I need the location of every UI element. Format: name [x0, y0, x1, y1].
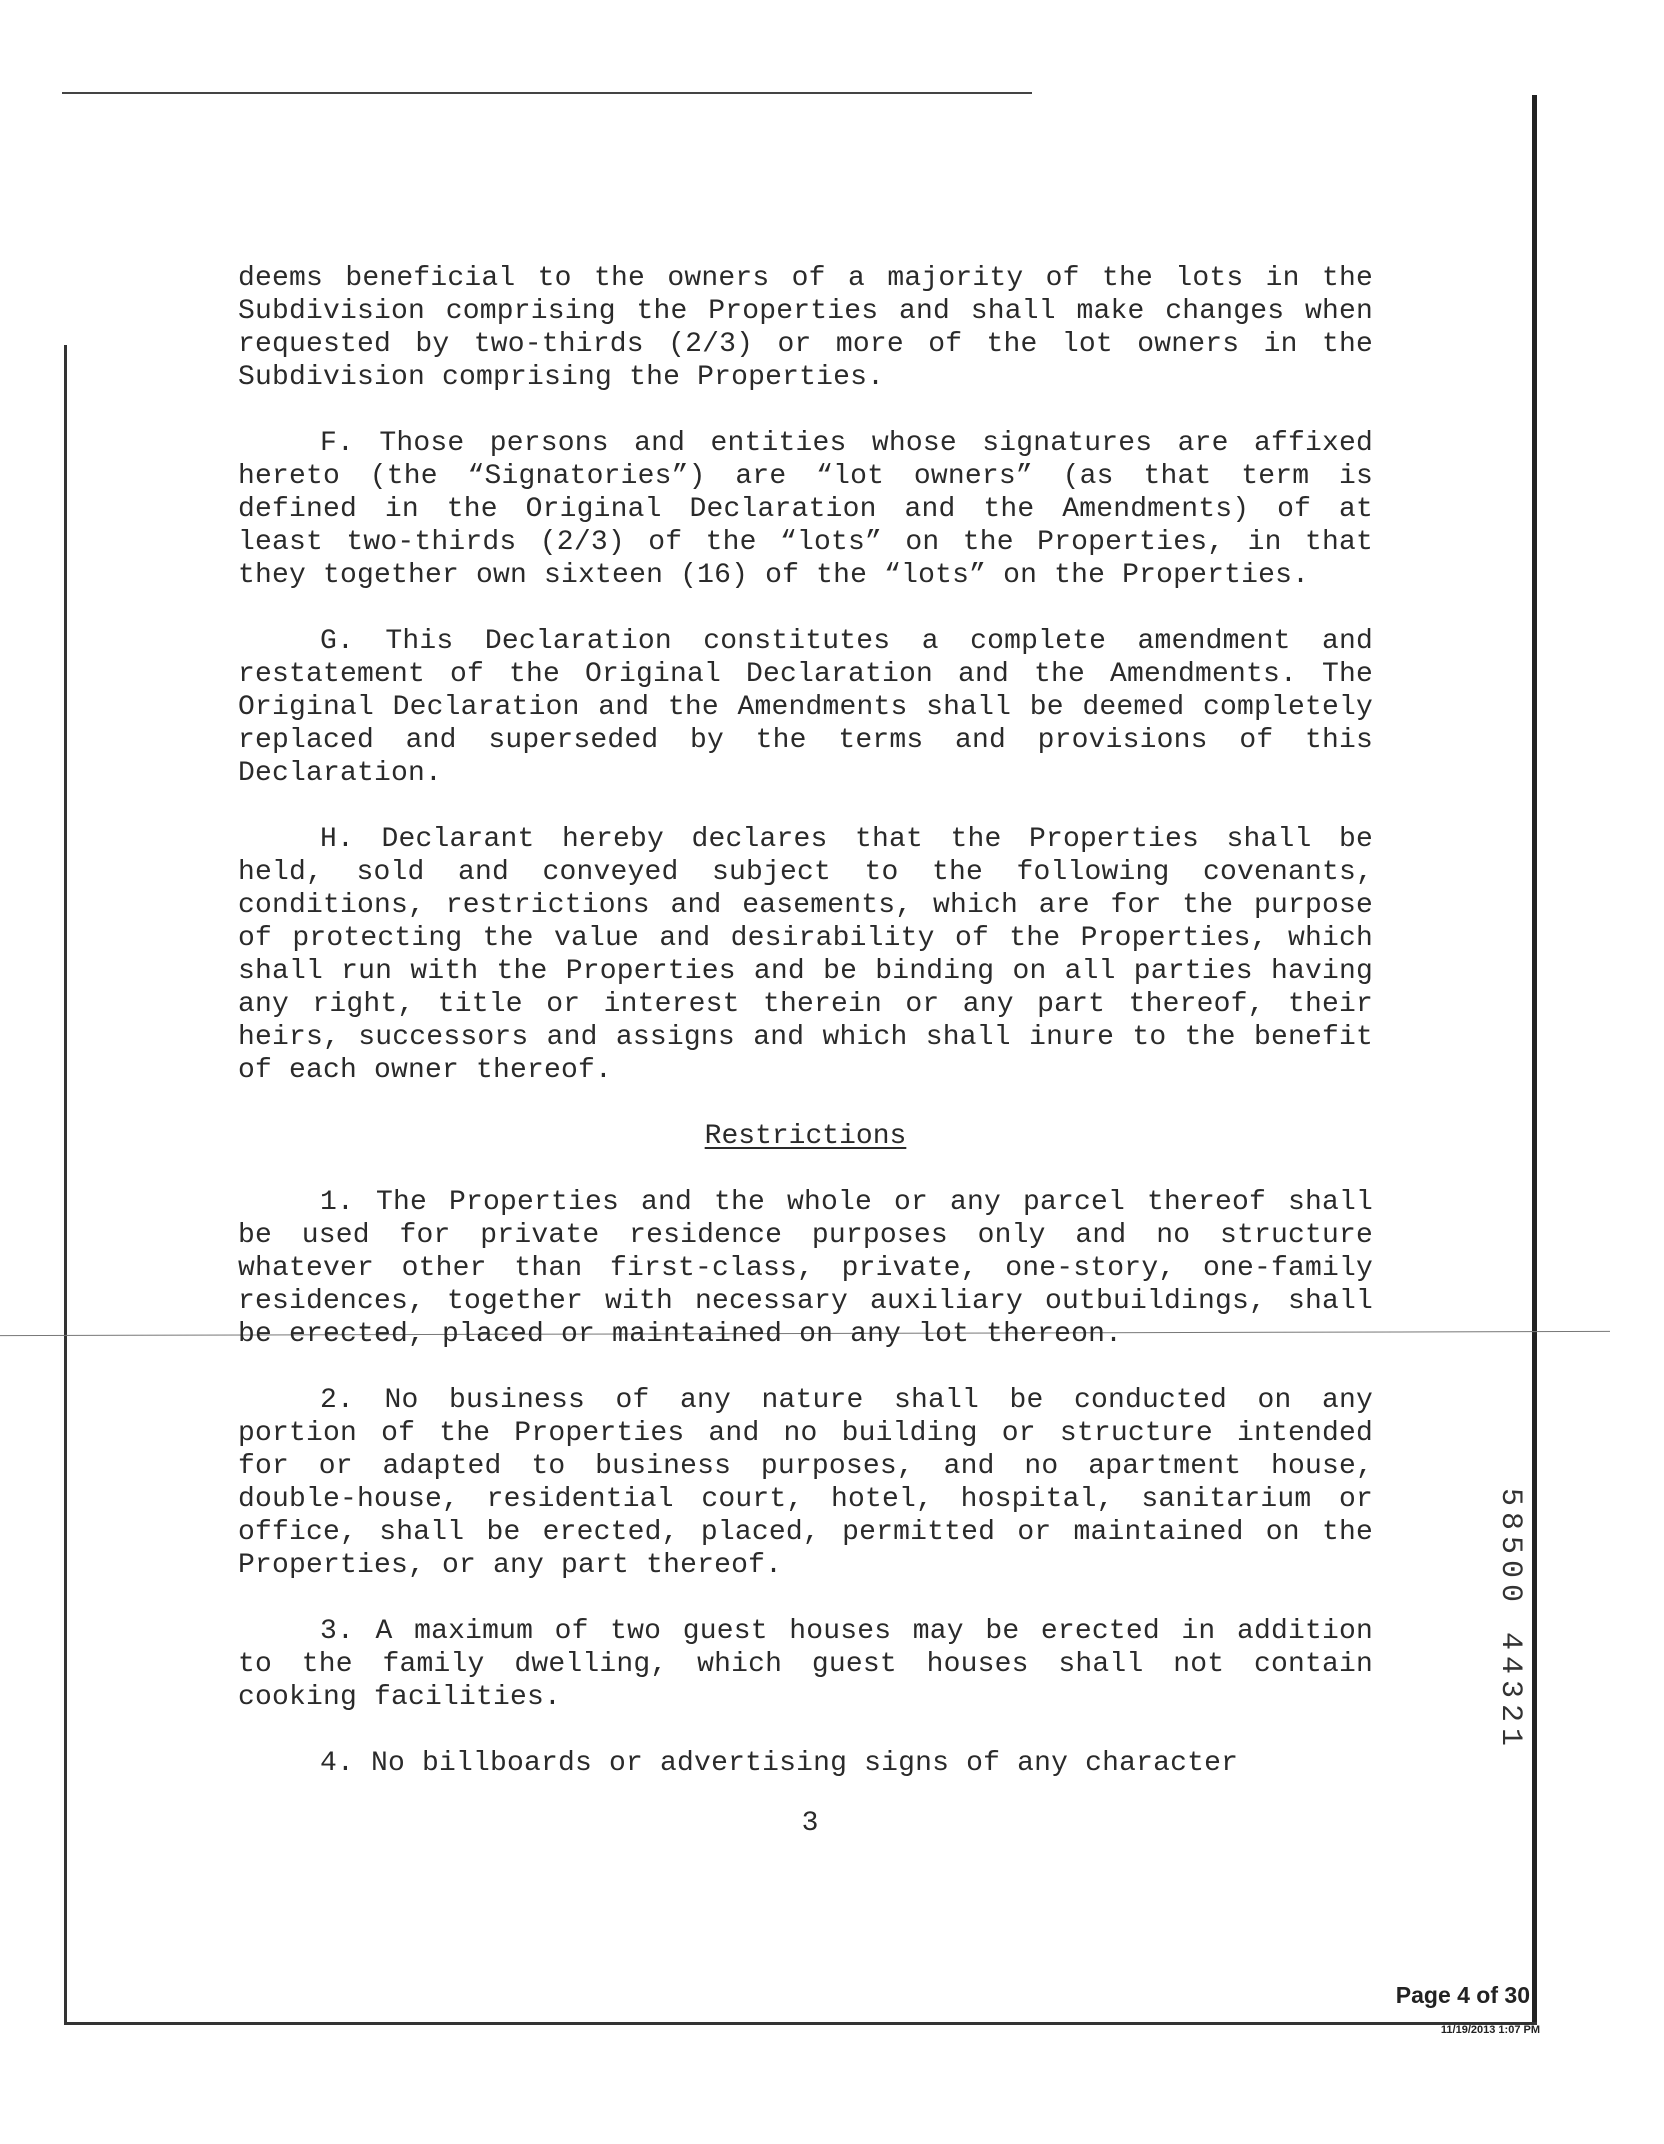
- paragraph-continuation: deems beneficial to the owners of a majority of the lots in the Subdivision comprising the Properties and shall make changes when requested by two-thirds (2/3) or more of the lot owners in the Subdivision comprising the Properties.: [238, 263, 1373, 393]
- recording-number: [1490, 1487, 1530, 1753]
- restriction-3: 3. A maximum of two guest houses may be erected in addition to the family dwelling, which guest houses shall not contain cooking facilities.: [238, 1616, 1373, 1713]
- restriction-1: 1. The Properties and the whole or any parcel thereof shall be used for private residence purposes only and no structure whatever other than first-class, private, one-story, one-family residences, together with necessary auxiliary outbuildings, shall be erected, placed or maintained on any lot thereon.: [238, 1187, 1373, 1350]
- restriction-2: 2. No business of any nature shall be conducted on any portion of the Properties and no building or structure intended for or adapted to business purposes, and no apartment house, double-house, residential court, hotel, hospital, sanitarium or office, shall be erected, placed, permitted or maintained on the Properties, or any part thereof.: [238, 1385, 1373, 1581]
- print-timestamp: 11/19/2013 1:07 PM: [1440, 2024, 1540, 2036]
- paragraph-h: H. Declarant hereby declares that the Properties shall be held, sold and conveyed subject to the following covenants, conditions, restrictions and easements, which are for the purpose of protecting the value and desirability of the Properties, which shall run with the Properties and be binding on all parties having any right, title or interest therein or any part thereof, their heirs, successors and assigns and which shall inure to the benefit of each owner thereof.: [238, 824, 1373, 1086]
- restriction-4: 4. No billboards or advertising signs of any character: [320, 1748, 1239, 1779]
- page-counter: Page 4 of 30: [1395, 1982, 1530, 2008]
- frame-left-border: [64, 345, 67, 2025]
- frame-bottom-border: [64, 2022, 1537, 2025]
- document-body: [238, 262, 1373, 1813]
- restrictions-heading-text: Restrictions: [704, 1121, 907, 1152]
- recording-number-text: 58500 44321: [1493, 1487, 1527, 1753]
- page-number: 3: [801, 1808, 819, 1839]
- frame-right-border: [1532, 95, 1537, 2025]
- paragraph-g: G. This Declaration constitutes a complete amendment and restatement of the Original Declaration and the Amendments. The Original Declaration and the Amendments shall be deemed completely replaced and superseded by the terms and provisions of this Declaration.: [238, 626, 1373, 789]
- paragraph-f: F. Those persons and entities whose signatures are affixed hereto (the “Signatories”) are “lot owners” (as that term is defined in the Original Declaration and the Amendments) of at least two-thirds (2/3) of the “lots” on the Properties, in that they together own sixteen (16) of the “lots” on the Properties.: [238, 428, 1373, 591]
- top-rule: [62, 92, 1032, 94]
- restrictions-heading: [238, 1120, 1373, 1153]
